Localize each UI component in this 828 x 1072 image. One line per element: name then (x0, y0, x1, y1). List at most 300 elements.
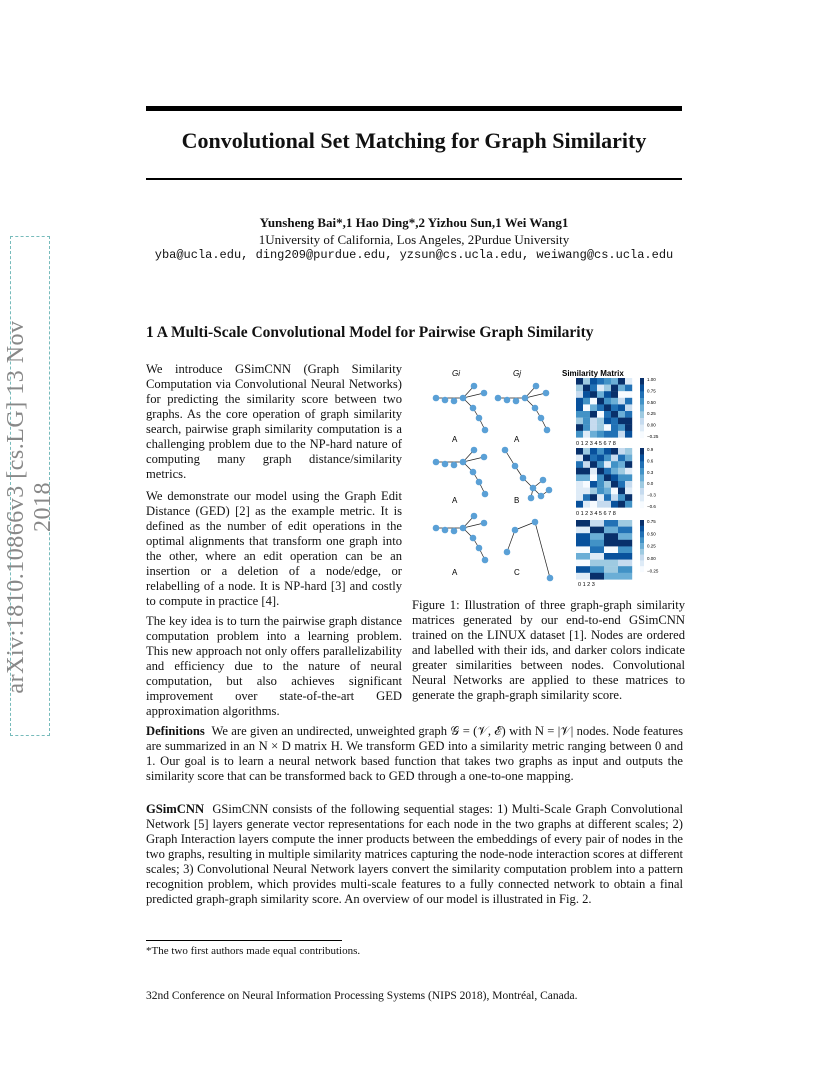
colorbar2-label: −0.3 (647, 492, 656, 498)
matrix1-cell (611, 398, 618, 405)
matrix1-cell (625, 411, 632, 418)
matrix2-cell (576, 455, 583, 462)
matrix1-cell (625, 431, 632, 438)
graph-node (442, 527, 449, 534)
matrix1-cell (597, 404, 604, 411)
matrix2-cell (583, 455, 590, 462)
matrix1-cell (597, 398, 604, 405)
graph-node (543, 390, 550, 397)
matrix1-cell (625, 398, 632, 405)
colorbar1-segment (640, 431, 644, 438)
row3-right-label: C (514, 568, 520, 577)
matrix3-cell (590, 533, 604, 540)
graph-node (470, 535, 477, 542)
matrix1-cell (576, 418, 583, 425)
matrix3-cell (618, 533, 632, 540)
matrix1-cell (604, 385, 611, 392)
matrix2-cell (590, 468, 597, 475)
gsimcnn-text: GSimCNN consists of the following sequential stages: 1) Multi-Scale Graph Convolutional Network [5] layers generate vector representations for each node in the two graphs at different scales; 2) Graph Interaction layers compute the inner products between the embeddings of every pair of nodes in the two graphs, resulting in multiple similarity matrices capturing the node-node interaction scores at different scales; 3) Convolutional Neural Network layers convert the similarity computation problem into a pattern recognition problem, which provides multi-scale features to a fully connected network to obtain a final predicted graph-graph similarity score. An overview of our model is illustrated in Fig. 2. (146, 802, 683, 906)
matrix3-cell (576, 566, 590, 573)
matrix2-cell (576, 474, 583, 481)
matrix1-cell (583, 431, 590, 438)
matrix1-cell (604, 411, 611, 418)
matrix2-cell (597, 501, 604, 508)
matrix3-cell (590, 573, 604, 580)
matrix1-cell (611, 418, 618, 425)
graph-node (481, 390, 488, 397)
matrix3-cell (576, 553, 590, 560)
matrix1-cell (590, 418, 597, 425)
matrix2-cell (611, 455, 618, 462)
matrix1-cell (597, 418, 604, 425)
matrix2-cell (597, 481, 604, 488)
colorbar2-segment (640, 448, 644, 455)
matrix2-cell (576, 494, 583, 501)
graph-node (522, 395, 529, 402)
matrix2-cell (618, 468, 625, 475)
matrix2-cell (618, 501, 625, 508)
colorbar2-segment (640, 481, 644, 488)
colorbar3-segment (640, 549, 644, 555)
matrix1-cell (604, 398, 611, 405)
matrix2-cell (625, 455, 632, 462)
matrix1-cell (583, 385, 590, 392)
graph-node (482, 557, 489, 564)
colorbar1-label: 0.25 (647, 411, 656, 417)
matrix3-cell (590, 546, 604, 553)
matrix1-cell (625, 424, 632, 431)
graph-node (538, 493, 545, 500)
colorbar2-segment (640, 468, 644, 475)
matrix3-cell (618, 560, 632, 567)
matrix3-cell (576, 573, 590, 580)
matrix2-cell (597, 488, 604, 495)
similarity-matrices (576, 377, 659, 580)
matrix1-cell (576, 411, 583, 418)
colorbar1-label: −0.25 (647, 434, 659, 439)
colorbar3-segment (640, 532, 644, 538)
graph-node (476, 479, 483, 486)
matrix3-cell (618, 540, 632, 547)
matrix2-cell (597, 461, 604, 468)
colorbar2-label: −0.6 (647, 504, 656, 509)
matrix2-cell (611, 488, 618, 495)
matrix1-cell (590, 404, 597, 411)
matrix2-cell (590, 461, 597, 468)
matrix2-cell (597, 448, 604, 455)
graph-node (460, 395, 467, 402)
matrix1-cell (604, 391, 611, 398)
matrix3-cell (590, 566, 604, 573)
matrix2-cell (583, 501, 590, 508)
graph-node (528, 495, 535, 502)
matrix2-cell (604, 468, 611, 475)
matrix1-cell (604, 418, 611, 425)
matrix1-cell (576, 385, 583, 392)
matrix3-cell (604, 560, 618, 567)
arxiv-stamp[interactable]: arXiv:1810.10866v3 [cs.LG] 13 Nov 2018 (3, 320, 56, 694)
matrix3-cell (576, 520, 590, 527)
matrix2-cell (625, 468, 632, 475)
graph-node (451, 398, 458, 405)
colorbar2-segment (640, 488, 644, 495)
matrix3-cell (618, 553, 632, 560)
matrix1-cell (590, 378, 597, 385)
matrix2-cell (618, 461, 625, 468)
graph-node (476, 415, 483, 422)
colorbar3-segment (640, 566, 644, 572)
matrix1-cell (576, 424, 583, 431)
matrix1-cell (618, 404, 625, 411)
graph-node (481, 454, 488, 461)
matrix1-cell (604, 431, 611, 438)
gsimcnn-label: GSimCNN (146, 802, 205, 816)
colorbar1-label: 0.00 (647, 422, 656, 428)
paragraph-ged: We demonstrate our model using the Graph Edit Distance (GED) [2] as the example metric. It is defined as the number of edit operations in the optimal alignments that transform one graph into the other, where an edit operation can be an insertion or a deletion of a node/edge, or relabelling of a node. It is NP-hard [3] and costly to compute in practice [4]. (146, 489, 402, 608)
label-gi: Gi (452, 369, 460, 378)
matrix1-cell (583, 391, 590, 398)
graph-node (476, 545, 483, 552)
matrix2-cell (625, 481, 632, 488)
matrix1-cell (583, 378, 590, 385)
matrix3-cell (618, 566, 632, 573)
matrix3-cell (618, 573, 632, 580)
row2-left-label: A (452, 496, 458, 505)
graph-node (532, 519, 539, 526)
matrix2-cell (576, 488, 583, 495)
matrix1-cell (583, 398, 590, 405)
matrix2-x-ticks: 0 1 2 3 4 5 6 7 8 (576, 511, 616, 517)
graph-node (547, 575, 554, 582)
colorbar2-label: 0.0 (647, 481, 654, 487)
matrix1-cell (590, 385, 597, 392)
matrix3-cell (576, 527, 590, 534)
matrix2-cell (618, 455, 625, 462)
matrix2-cell (625, 488, 632, 495)
matrix2-cell (576, 468, 583, 475)
matrix3-cell (590, 540, 604, 547)
matrix1-cell (618, 391, 625, 398)
colorbar3-segment (640, 543, 644, 549)
matrix3-cell (604, 527, 618, 534)
matrix2-cell (590, 501, 597, 508)
matrix1-cell (597, 411, 604, 418)
matrix3-cell (604, 520, 618, 527)
matrix1-cell (618, 385, 625, 392)
matrix2-cell (597, 455, 604, 462)
definitions-label: Definitions (146, 724, 205, 738)
graph-node (470, 469, 477, 476)
matrix2-cell (611, 494, 618, 501)
matrix1-cell (597, 391, 604, 398)
matrix2-cell (618, 494, 625, 501)
matrix3-cell (576, 533, 590, 540)
matrix2-cell (583, 474, 590, 481)
colorbar3-label: 0.25 (647, 543, 656, 549)
graph-node (433, 395, 440, 402)
matrix1-cell (625, 385, 632, 392)
colorbar3-segment (640, 526, 644, 532)
footnote: *The two first authors made equal contributions. (146, 945, 361, 957)
graph-node (442, 397, 449, 404)
colorbar3-label: 0.75 (647, 519, 656, 524)
matrix3-cell (590, 520, 604, 527)
matrix1-cell (590, 398, 597, 405)
venue-line: 32nd Conference on Neural Information Processing Systems (NIPS 2018), Montréal, Canada. (146, 990, 578, 1002)
matrix1-cell (590, 424, 597, 431)
graph-node (520, 475, 527, 482)
colorbar3-segment (640, 555, 644, 561)
paragraph-intro: We introduce GSimCNN (Graph Similarity Computation via Convolutional Neural Networks) for predicting the similarity score between two graphs. As the core operation of graph similarity search, pairwise graph similarity computation is a challenging problem due to the NP-hard nature of computing many graph distance/similarity metrics. (146, 362, 402, 481)
matrix1-cell (583, 411, 590, 418)
colorbar2-segment (640, 475, 644, 482)
matrix1-cell (625, 378, 632, 385)
row1-left-label: A (452, 435, 458, 444)
matrix2-cell (611, 448, 618, 455)
graph-drawings (433, 383, 554, 582)
matrix1-cell (618, 398, 625, 405)
colorbar2-label: 0.6 (647, 458, 654, 464)
matrix1-cell (583, 424, 590, 431)
graph-node (433, 525, 440, 532)
affiliations: 1University of California, Los Angeles, 2Purdue University (258, 232, 570, 247)
colorbar1-label: 0.75 (647, 388, 656, 394)
matrix3-cell (604, 540, 618, 547)
graph-node (544, 427, 551, 434)
matrix1-cell (604, 424, 611, 431)
matrix3-cell (618, 520, 632, 527)
section-heading: 1 A Multi-Scale Convolutional Model for Pairwise Graph Similarity (146, 324, 594, 341)
matrix1-cell (618, 424, 625, 431)
graph-node (481, 520, 488, 527)
matrix3-cell (604, 553, 618, 560)
definitions-text: We are given an undirected, unweighted graph 𝒢 = (𝒱, ℰ) with N = |𝒱| nodes. Node features are summarized in an N × D matrix H. We transform GED into a similarity metric ranging between 0 and 1. Our goal is to learn a neural network based function that takes two graphs as input and outputs the similarity score that can be transformed back to GED through a one-to-one mapping. (146, 724, 683, 783)
matrix2-cell (625, 494, 632, 501)
matrix2-cell (611, 481, 618, 488)
figure-1 (410, 360, 685, 588)
matrix2-cell (604, 455, 611, 462)
matrix1-cell (618, 418, 625, 425)
graph-node (530, 485, 537, 492)
matrix2-cell (604, 474, 611, 481)
top-rule (146, 106, 682, 111)
matrix1-cell (625, 404, 632, 411)
matrix2-cell (576, 448, 583, 455)
graph-node (504, 397, 511, 404)
matrix2-cell (583, 468, 590, 475)
matrix1-cell (583, 418, 590, 425)
title-rule (146, 178, 682, 180)
graph-node (502, 447, 509, 454)
matrix1-cell (597, 385, 604, 392)
matrix3-x-ticks: 0 1 2 3 (578, 582, 595, 588)
matrix2-cell (604, 501, 611, 508)
matrix1-cell (611, 385, 618, 392)
matrix1-cell (576, 398, 583, 405)
graph-node (471, 383, 478, 390)
row3-left-label: A (452, 568, 458, 577)
row2-right-label: B (514, 496, 520, 505)
colorbar3-segment (640, 520, 644, 526)
colorbar1-segment (640, 391, 644, 398)
colorbar2-segment (640, 495, 644, 502)
matrix2-cell (618, 448, 625, 455)
colorbar2-segment (640, 461, 644, 468)
matrix2-cell (604, 494, 611, 501)
matrix2-cell (590, 448, 597, 455)
label-gj: Gj (513, 369, 521, 378)
matrix3-cell (576, 540, 590, 547)
matrix3-cell (576, 560, 590, 567)
matrix3-cell (590, 560, 604, 567)
emails: yba@ucla.edu, ding209@purdue.edu, yzsun@cs.ucla.edu, weiwang@cs.ucla.edu (154, 248, 674, 262)
matrix-title: Similarity Matrix (562, 369, 624, 378)
colorbar2-label: 0.9 (647, 447, 654, 452)
matrix2-cell (618, 474, 625, 481)
matrix3-cell (590, 553, 604, 560)
graph-node (512, 527, 519, 534)
footnote-rule (146, 940, 342, 941)
matrix2-cell (611, 461, 618, 468)
graph-node (451, 462, 458, 469)
matrix1-cell (590, 391, 597, 398)
colorbar1-segment (640, 411, 644, 418)
matrix1-cell (611, 411, 618, 418)
colorbar1-label: 0.50 (647, 399, 656, 405)
matrix1-cell (611, 431, 618, 438)
matrix1-cell (576, 378, 583, 385)
colorbar1-label: 1.00 (647, 377, 656, 382)
matrix1-cell (625, 391, 632, 398)
matrix2-cell (597, 474, 604, 481)
colorbar3-label: −0.25 (647, 568, 659, 574)
row1-right-label: A (514, 435, 520, 444)
matrix1-cell (618, 411, 625, 418)
matrix1-cell (611, 378, 618, 385)
paragraph-key-idea: The key idea is to turn the pairwise graph distance computation problem into a learning problem. This new approach not only offers parallelizability and efficiency due to the nature of neural computation, but also achieves significant improvement over state-of-the-art GED approximation algorithms. (146, 614, 402, 718)
matrix1-cell (576, 431, 583, 438)
matrix1-cell (583, 404, 590, 411)
matrix2-cell (590, 455, 597, 462)
graph-node (442, 461, 449, 468)
matrix2-cell (604, 488, 611, 495)
matrix1-cell (590, 411, 597, 418)
matrix1-cell (604, 404, 611, 411)
matrix2-cell (611, 474, 618, 481)
matrix2-cell (576, 461, 583, 468)
matrix2-cell (611, 501, 618, 508)
matrix2-cell (583, 481, 590, 488)
graph-node (512, 463, 519, 470)
matrix1-cell (597, 431, 604, 438)
graph-node (532, 405, 539, 412)
paper-title: Convolutional Set Matching for Graph Similarity (181, 128, 647, 153)
matrix1-cell (618, 378, 625, 385)
matrix1-cell (597, 424, 604, 431)
matrix2-cell (625, 448, 632, 455)
matrix2-cell (590, 474, 597, 481)
matrix2-cell (625, 474, 632, 481)
matrix3-cell (618, 546, 632, 553)
colorbar3-label: 0.00 (647, 556, 656, 562)
matrix1-cell (597, 378, 604, 385)
matrix3-cell (590, 527, 604, 534)
graph-node (533, 383, 540, 390)
graph-node (546, 487, 553, 494)
figure-caption: Figure 1: Illustration of three graph-graph similarity matrices generated by our end-to-end GSimCNN trained on the LINUX dataset [1]. Nodes are ordered and labelled with their ids, and darker colors indicate greater similarities between nodes. Convolutional Neural Networks are applied to these matrices to generate the graph-graph similarity score. (412, 598, 685, 702)
matrix2-cell (618, 488, 625, 495)
colorbar2-label: 0.3 (647, 469, 654, 475)
matrix2-cell (625, 461, 632, 468)
matrix2-cell (590, 488, 597, 495)
matrix2-cell (583, 448, 590, 455)
graph-node (504, 549, 511, 556)
graph-node (471, 447, 478, 454)
matrix2-cell (590, 481, 597, 488)
graph-node (451, 528, 458, 535)
matrix2-cell (611, 468, 618, 475)
matrix2-cell (597, 494, 604, 501)
graph-node (471, 513, 478, 520)
matrix1-cell (611, 424, 618, 431)
matrix1-cell (576, 404, 583, 411)
paragraph-gsimcnn (146, 802, 683, 907)
graph-node (495, 395, 502, 402)
matrix1-cell (576, 391, 583, 398)
colorbar3-segment (640, 560, 644, 566)
colorbar3-segment (640, 537, 644, 543)
matrix1-cell (604, 378, 611, 385)
matrix2-cell (597, 468, 604, 475)
graph-node (540, 477, 547, 484)
colorbar1-segment (640, 398, 644, 405)
matrix3-cell (576, 546, 590, 553)
matrix2-cell (576, 501, 583, 508)
colorbar1-segment (640, 418, 644, 425)
graph-node (513, 398, 520, 405)
colorbar1-segment (640, 425, 644, 432)
matrix3-cell (604, 573, 618, 580)
matrix2-cell (604, 481, 611, 488)
colorbar1-segment (640, 405, 644, 412)
paragraph-definitions (146, 724, 683, 784)
matrix3-cell (618, 527, 632, 534)
graph-edge (535, 522, 550, 578)
graph-node (460, 459, 467, 466)
colorbar1-segment (640, 385, 644, 392)
matrix2-cell (604, 461, 611, 468)
matrix1-cell (625, 418, 632, 425)
matrix2-cell (625, 501, 632, 508)
matrix2-cell (618, 481, 625, 488)
colorbar1-segment (640, 378, 644, 385)
matrix2-cell (583, 461, 590, 468)
graph-node (538, 415, 545, 422)
graph-node (470, 405, 477, 412)
matrix2-cell (604, 448, 611, 455)
matrix3-cell (604, 533, 618, 540)
matrix2-cell (583, 488, 590, 495)
graph-node (460, 525, 467, 532)
graph-node (482, 427, 489, 434)
matrix2-cell (583, 494, 590, 501)
colorbar2-segment (640, 455, 644, 462)
matrix3-cell (604, 546, 618, 553)
graph-node (433, 459, 440, 466)
matrix1-cell (590, 431, 597, 438)
colorbar2-segment (640, 501, 644, 508)
matrix1-cell (618, 431, 625, 438)
